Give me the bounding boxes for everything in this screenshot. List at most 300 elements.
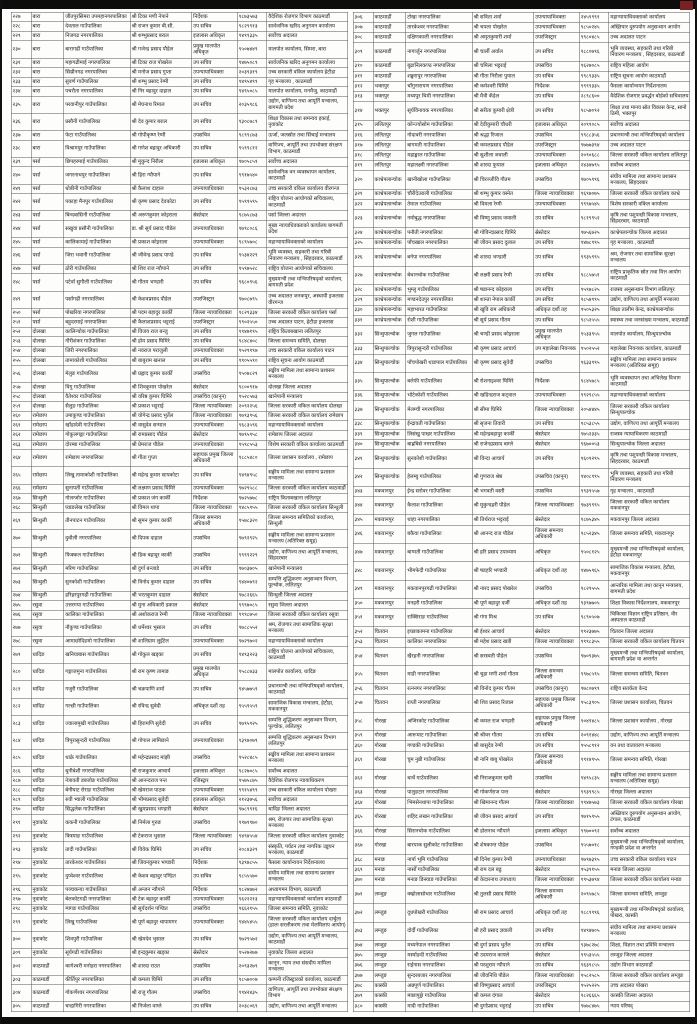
cell-phone: ९४७५९६५	[579, 562, 609, 580]
cell-district: चितवन	[373, 684, 406, 694]
cell-district: काठमाडौं	[373, 61, 406, 71]
cell-office: राजस्व न्यायाधिकरण काठमाडौं	[609, 429, 690, 439]
cell-sn: ३४७	[353, 543, 373, 561]
table-row	[11, 637, 348, 647]
cell-office: काभ्रेपलान्चोक जिल्ला अदालत	[609, 228, 690, 238]
cell-sn: ३०२	[11, 958, 31, 975]
cell-district: दोलखा	[31, 327, 64, 337]
cell-name: श्री गंगा मिश्र	[472, 609, 534, 627]
cell-name: श्री दुर्गा प्रसाद भुर्तेल	[472, 940, 534, 950]
cell-position: उपसचिव	[192, 131, 238, 141]
cell-office: वाणिज्य, आपूर्ति तथा उपभोक्ता संरक्षण विभाग	[267, 985, 348, 1002]
table-row	[353, 875, 690, 885]
cell-district: भक्तपुर	[373, 92, 406, 102]
cell-position: उपन्यायाधिवक्ता	[192, 732, 238, 749]
cell-office: भूमि व्यवस्थापन तथा अभिलेख विभाग काठमाडौं	[609, 372, 690, 390]
cell-position: उप सचिव	[534, 1001, 580, 1011]
cell-district: सिन्धुली	[31, 530, 64, 547]
table-row	[353, 609, 690, 627]
cell-district: बारा	[31, 87, 64, 97]
cell-office: उच्च अदालत जनकपुर, अस्थायी इजलास वीरगन्ज	[267, 291, 348, 308]
cell-phone: ९५९८५५३	[237, 440, 267, 450]
cell-phone: ९४९३२२३	[237, 646, 267, 663]
cell-phone: ९५५८९१२	[579, 741, 609, 751]
cell-position: उप सचिव	[192, 715, 238, 732]
cell-position: निर्देशक	[192, 12, 238, 22]
cell-office: मुख्यमन्त्री तथा मन्त्रिपरिषद्को कार्यालय, गण्डकी प्रदेश वा अन्तर्गत	[609, 837, 690, 855]
table-row	[353, 922, 690, 940]
cell-name: श्री महेन्द्रप्रसाद मांझी	[130, 750, 192, 767]
cell-local_body: भिमसेनथापा गाउँपालिका	[406, 798, 472, 808]
cell-district: नुवाकोट	[31, 885, 64, 895]
cell-name: श्री पूर्ण बहादुर थापामगर	[130, 914, 192, 931]
cell-district: दोलखा	[31, 402, 64, 412]
cell-local_body: गोलन्जोर गाउँपालिका	[64, 494, 130, 504]
cell-district: सिन्धुपाल्चोक	[373, 450, 406, 468]
table-row	[353, 199, 690, 209]
cell-district: पर्सा	[31, 291, 64, 308]
cell-sn: ३११	[353, 71, 373, 81]
cell-phone: ९५९७८२५	[579, 285, 609, 295]
cell-sn: ३५३	[353, 637, 373, 647]
cell-name: श्री श्रद्धा रिजाल	[472, 130, 534, 140]
cell-phone: ९८५७००७	[237, 975, 267, 985]
cell-name: श्री विनोद कुमार गौतम	[472, 684, 534, 694]
cell-office: सम्पत्ति शुद्धिकरण अनुसन्धान विभाग, पुल्चोक, ललितपुर	[267, 715, 348, 732]
cell-phone: ९७२९५८८	[237, 484, 267, 494]
cell-district: भक्तपुर	[373, 81, 406, 91]
cell-position: उपसचिव	[192, 904, 238, 914]
table-row	[353, 940, 690, 950]
cell-local_body: सुन्दरबजार नगरपालिका	[406, 971, 472, 981]
cell-phone: ९५३२८७३	[237, 184, 267, 194]
cell-district: चितवन	[373, 666, 406, 684]
cell-sn: ३०१	[11, 948, 31, 958]
cell-district: लम्जुङ	[373, 904, 406, 922]
table-row	[11, 194, 348, 211]
table-row	[11, 450, 348, 467]
cell-name: श्री खुमप्रसाद भण्डारी	[130, 805, 192, 815]
table-row	[353, 248, 690, 266]
cell-phone: ९७५२३३५	[579, 429, 609, 439]
table-row	[353, 71, 690, 81]
cell-phone: ९७९२९२५	[237, 530, 267, 547]
cell-phone: ९८२७०८५	[237, 767, 267, 777]
cell-office: मालपोत कार्यालय, सिन्धुपाल्चोक	[609, 326, 690, 344]
cell-name: श्री चक्रपाणि शर्मा	[130, 681, 192, 698]
cell-district: रामेछाप	[31, 421, 64, 431]
cell-name: श्री प्रकाश जंग कार्की	[130, 494, 192, 504]
cell-local_body: दूधपोखरी गाउँपालिका	[406, 904, 472, 922]
cell-sn: २४०	[11, 167, 31, 184]
cell-office: राष्ट्रिय सतर्कता केन्द्र	[609, 684, 690, 694]
table-row	[11, 366, 348, 383]
cell-phone: ९९४७५७३	[579, 798, 609, 808]
cell-office: जिल्ला सरकारी वकिल कार्यालय दोलखा	[267, 402, 348, 412]
cell-office: जिल्ला सरकारी वकिल कार्यालय पर्सा	[267, 308, 348, 318]
cell-office: उद्योग, वाणिज्य तथा आपूर्ति मन्त्रालय	[609, 419, 690, 429]
cell-phone: ९५३९१५५	[579, 865, 609, 875]
table-row	[353, 372, 690, 390]
cell-office: उच्च अदालत पोखरा	[609, 981, 690, 991]
cell-district: धादिङ	[31, 805, 64, 815]
cell-sn: २३६	[11, 113, 31, 130]
cell-office: भूमि व्यवस्था, सहकारी तथा गरिबी निवारण मन्त्रालय , सिंहदरबार, काठमाडौं	[609, 43, 690, 61]
cell-office: प्रधानमन्त्री तथा मन्त्रिपरिषद्को कार्यालय	[609, 130, 690, 140]
table-row	[353, 486, 690, 496]
cell-office: सर्वोच्च अदालत	[609, 161, 690, 171]
cell-phone: २०९०६८८	[579, 151, 609, 161]
cell-name: श्री खडिन्द्रराज कट्वाल	[472, 391, 534, 401]
cell-name: श्री धर्मेश्वर भुसाल	[130, 620, 192, 637]
table-row	[11, 383, 348, 393]
cell-position: इजलास अधिकृत	[192, 31, 238, 41]
cell-position: उप सचिव	[534, 450, 580, 468]
cell-sn: २४५	[11, 238, 31, 248]
cell-local_body: गल्छी गाउँपालिका	[64, 698, 130, 715]
table-row	[353, 285, 690, 295]
cell-phone: ९७९७३९५	[579, 855, 609, 865]
cell-position: अधिकृत दशौं तह	[192, 698, 238, 715]
cell-district: मकवानपुर	[373, 543, 406, 561]
cell-position: स्रेस्तेदार	[534, 429, 580, 439]
cell-name: श्री विजय राज बन्जु	[130, 327, 192, 337]
cell-district: बारा	[31, 140, 64, 157]
cell-district: बारा	[31, 31, 64, 41]
cell-local_body: बहुदरमाई नगरपालिका	[64, 318, 130, 328]
cell-name: श्री महेश प्रसाद खत्री	[472, 637, 534, 647]
cell-district: नुवाकोट	[31, 859, 64, 869]
cell-local_body: तादी गाउँपालिका	[64, 841, 130, 858]
cell-sn: २९४	[11, 859, 31, 869]
cell-local_body: पोखरिया नगरपालिका	[64, 308, 130, 318]
cell-position: उप सचिव	[192, 931, 238, 948]
cell-position: जिल्ला न्यायाधिवक्ता	[534, 497, 580, 515]
cell-sn: ३५९	[353, 731, 373, 741]
cell-phone: ९६०९२९५	[579, 450, 609, 468]
cell-office: मालपोत कार्यालय, धादिङ	[267, 664, 348, 681]
cell-local_body: भोटेकोशी गाउँपालिका	[406, 391, 472, 401]
cell-sn: २८५	[11, 750, 31, 767]
cell-office: जिल्ला सरकारी वकिल कार्यालय रसुवा	[267, 610, 348, 620]
cell-name: श्री षडहरि भण्डारी	[472, 562, 534, 580]
cell-name: श्री सृजना तिवारी	[472, 419, 534, 429]
cell-name: श्री महेन्द्रबहादुर कार्की	[472, 429, 534, 439]
cell-name: श्री सुशीला जवाली	[472, 151, 534, 161]
cell-phone: ९६६२१५५	[237, 904, 267, 914]
cell-position: उप सचिव	[192, 841, 238, 858]
cell-sn: २२७	[11, 12, 31, 22]
cell-sn: ३४०	[353, 440, 373, 450]
cell-local_body: सखुवा प्रसौनी गाउँपालिका	[64, 220, 130, 237]
cell-name: श्री राजेन्द्रप्रसाद बाग्ले	[472, 440, 534, 450]
cell-local_body: कालिन्चोक गाउँपालिका	[64, 327, 130, 337]
cell-local_body: बकैया गाउँपालिका	[406, 525, 472, 543]
table-row	[353, 543, 690, 561]
cell-phone: ९९१७५४०	[237, 167, 267, 184]
cell-phone: ९५०७८२९	[237, 366, 267, 383]
cell-office: जिल्ला प्रशासन कार्यालय, चितवन	[609, 694, 690, 712]
cell-phone: ९७०९३७५	[579, 647, 609, 665]
table-row	[353, 228, 690, 238]
cell-district: दोलखा	[31, 337, 64, 347]
cell-phone: ९७८०७९९	[579, 684, 609, 694]
cell-phone: ९४९५४९९	[237, 77, 267, 87]
cell-sn: ३५८	[353, 712, 373, 730]
cell-position: उप सचिव	[534, 210, 580, 228]
cell-sn: ३८०	[353, 1001, 373, 1011]
cell-position: उपसचिव	[192, 985, 238, 1002]
cell-district: काभ्रेपलान्चोक	[373, 305, 406, 315]
cell-sn: २९१	[11, 815, 31, 832]
cell-office: जिल्ला सरकारी वकिल कार्यालय लम्जुङ	[609, 971, 690, 981]
cell-sn: ३५०	[353, 598, 373, 608]
cell-phone: ९९९९३३५	[579, 81, 609, 91]
cell-phone: ९९७८५९५	[579, 666, 609, 684]
cell-name: श्री हिरामणि सुवेदी	[130, 715, 192, 732]
table-row	[11, 815, 348, 832]
cell-position: उप महालेखा नियन्त्रक	[534, 344, 580, 354]
cell-name: श्री भगवती वस्ती	[472, 486, 534, 496]
cell-local_body: हरिहरपुरगढी गाउँपालिका	[64, 591, 130, 601]
cell-sn: २४६	[11, 247, 31, 264]
cell-office: जिल्ला सरकारी वकिल कार्यालय मकवानपुर	[609, 497, 690, 515]
cell-name: श्री विनोद कुमार दाहाल	[130, 574, 192, 591]
cell-sn: ३४३	[353, 486, 373, 496]
cell-name: श्री प्रेमराज पौडेल	[130, 440, 192, 450]
cell-district: काभ्रेपलान्चोक	[373, 285, 406, 295]
cell-district: गोरखा	[373, 808, 406, 826]
cell-district: रामेछाप	[31, 484, 64, 494]
cell-sn: ३१४	[353, 102, 373, 120]
cell-local_body: मण्डनदेउपुर नगरपालिका	[406, 295, 472, 305]
cell-name: श्री नारद प्रसाद पोखरेल	[472, 580, 534, 598]
cell-sn: ३६५	[353, 808, 373, 826]
cell-phone: ९८७५३४५	[579, 515, 609, 525]
cell-sn: ३०८	[353, 33, 373, 43]
cell-district: धादिङ	[31, 776, 64, 786]
cell-local_body: रत्ननगर नगरपालिका	[406, 684, 472, 694]
cell-district: धादिङ	[31, 732, 64, 749]
cell-name: श्री अरुणकुमार कोइराला	[130, 211, 192, 221]
cell-position: उप सचिव	[192, 167, 238, 184]
cell-position: स्रेस्तेदार	[534, 865, 580, 875]
cell-office: सर्वोच्च अदालत	[267, 157, 348, 167]
cell-district: बारा	[31, 68, 64, 78]
table-row	[11, 337, 348, 347]
cell-sn: २७१	[11, 547, 31, 564]
cell-sn: २७५	[11, 601, 31, 611]
cell-name: श्री गीता गुप्ता	[130, 450, 192, 467]
cell-sn: २५८	[11, 392, 31, 402]
cell-local_body: शङ्खरापुर नगरपालिका	[406, 71, 472, 81]
cell-name: श्री तिर्थराज भट्टराई	[472, 515, 534, 525]
cell-district: नुवाकोट	[31, 914, 64, 931]
cell-district: काभ्रेपलान्चोक	[373, 295, 406, 305]
cell-office: जिल्ला समन्वय समिति, चितवन	[609, 666, 690, 684]
cell-position: उप सचिव	[192, 620, 238, 637]
cell-local_body: दक्षिणकाली नगरपालिका	[406, 33, 472, 43]
cell-district: काभ्रेपलान्चोक	[373, 199, 406, 209]
cell-phone: ९५८८७३३	[237, 664, 267, 681]
cell-position: उप सचिव	[192, 22, 238, 32]
cell-office: जिल्ला सरकारी वकिल कार्यालय काभ्रे	[609, 189, 690, 199]
cell-name: श्री लक्ष्मी प्रसाद रेग्मी	[472, 267, 534, 285]
cell-position: उपन्यायाधिवक्ता	[192, 238, 238, 248]
cell-district: गोरखा	[373, 826, 406, 836]
cell-local_body: खनियाबास गाउँपालिका	[64, 646, 130, 663]
officer-table-right	[353, 12, 690, 1012]
cell-local_body: अजिरकोट गाउँपालिका	[406, 712, 472, 730]
cell-sn: २३१	[11, 58, 31, 68]
cell-district: लम्जुङ	[373, 971, 406, 981]
table-row	[353, 1001, 690, 1011]
cell-sn: २६४	[11, 450, 31, 467]
table-row	[11, 767, 348, 777]
table-row	[353, 429, 690, 439]
cell-district: मकवानपुर	[373, 497, 406, 515]
cell-name: श्री कैलाशप्रसाद भट्टराई	[130, 318, 192, 328]
table-row	[353, 171, 690, 189]
cell-name: श्री योगेन्द्र प्रसाद भुर्तेल	[130, 411, 192, 421]
cell-position: जिल्ला समन्वय अधिकारी	[192, 513, 238, 530]
cell-phone: ९९८९३३५	[579, 71, 609, 81]
cell-phone: ९५५९५५९	[237, 698, 267, 715]
cell-office: उच्च सरकारी वकिल कार्यालय पोखरा	[267, 786, 348, 796]
cell-phone: ९८५२३४५	[579, 525, 609, 543]
cell-district: धादिङ	[31, 715, 64, 732]
cell-sn: २५९	[11, 402, 31, 412]
table-row	[11, 264, 348, 274]
cell-name: श्री दिनेश कुमार रेग्मी	[472, 855, 534, 865]
cell-local_body: पाँचपोखरी थाङपाल गाउँपालिका	[406, 354, 472, 372]
cell-office: जिल्ला समन्वय समिति, दोलखा	[267, 337, 348, 347]
cell-office: कृषि तथा पशुपन्छी विकास मन्त्रालय, सिंहदरबार, काठमाडौं	[609, 210, 690, 228]
cell-sn: २७०	[11, 530, 31, 547]
cell-office: सर्वोच्च अदालत	[267, 767, 348, 777]
cell-sn: २९०	[11, 805, 31, 815]
cell-district: धादिङ	[31, 786, 64, 796]
cell-office: जिल्ला सरकारी वकिल कार्यालय नुवाकोट	[267, 832, 348, 842]
cell-name: श्री राजन कुमार बी.सी.	[130, 22, 192, 32]
table-row	[353, 210, 690, 228]
cell-district: काठमाडौं	[373, 12, 406, 22]
cell-district: काभ्रेपलान्चोक	[373, 267, 406, 285]
cell-phone: ९५८२५८५	[579, 971, 609, 981]
cell-district: नुवाकोट	[31, 895, 64, 905]
cell-phone: २०९५७८५	[579, 885, 609, 903]
cell-phone: ९५३४२२९	[237, 247, 267, 264]
cell-district: गोरखा	[373, 769, 406, 787]
cell-position: इजलास अधिकृत	[534, 161, 580, 171]
cell-name: श्री गौतम भण्डारी	[130, 274, 192, 291]
cell-office: सर्वोच्च अदालत	[267, 31, 348, 41]
table-row	[11, 904, 348, 914]
cell-sn: ३४१	[353, 450, 373, 468]
cell-phone: ९४७५०८९	[237, 58, 267, 68]
cell-position: उप सचिव	[534, 43, 580, 61]
cell-position: जिल्ला न्यायाधिवक्ता	[192, 832, 238, 842]
cell-position: उप सचिव	[192, 574, 238, 591]
cell-phone: ९८९०५०७	[579, 609, 609, 627]
cell-local_body: ईन्द्रावती गाउँपालिका	[406, 419, 472, 429]
cell-local_body: महाङ्काल गाउँपालिका	[406, 151, 472, 161]
cell-phone: ९९८८३५६	[579, 130, 609, 140]
cell-sn: ३३४	[353, 354, 373, 372]
table-row	[11, 832, 348, 842]
cell-position: निर्देशक	[534, 372, 580, 390]
cell-office: वैदेशिक रोजगार प्रवर्द्धन बोर्डको सचिवालय	[609, 92, 690, 102]
cell-district: रामेछाप	[31, 467, 64, 484]
table-row	[353, 440, 690, 450]
cell-name: श्री जीवेन्द्र प्रसाद पाण्डे	[130, 247, 192, 264]
cell-name: श्री चुडा मणी शर्मा गौतम	[472, 666, 534, 684]
cell-district: सिन्धुपाल्चोक	[373, 326, 406, 344]
cell-sn: २५०	[11, 308, 31, 318]
cell-sn: २८६	[11, 767, 31, 777]
cell-district: मकवानपुर	[373, 562, 406, 580]
cell-district: सिन्धुली	[31, 494, 64, 504]
cell-office: गृह मन्त्रालय , काठमाडौं	[609, 486, 690, 496]
cell-local_body: मध्यनेपाल नगरपालिका	[406, 940, 472, 950]
tables-viewport	[11, 12, 690, 1012]
cell-district: नुवाकोट	[31, 948, 64, 958]
cell-local_body: फिक्कल गाउँपालिका	[64, 547, 130, 564]
cell-position: निर्देशक	[192, 885, 238, 895]
cell-district: काठमाडौं	[31, 985, 64, 1002]
cell-local_body: चाँगुनारायण नगरपालिका	[406, 81, 472, 91]
cell-name: श्री गणेश बहादुर अधिकारी	[130, 140, 192, 157]
cell-local_body: मादी गाउँपालिका	[406, 1001, 472, 1011]
cell-sn: २९९	[11, 914, 31, 931]
table-row	[11, 167, 348, 184]
cell-office: उद्योग, वाणिज्य तथा आपूर्ति मन्त्रालय, सिंहदरबार	[267, 547, 348, 564]
cell-sn: ३७४	[353, 940, 373, 950]
cell-name: श्री कैलाश दाहाल	[130, 184, 192, 194]
cell-district: रामेछाप	[31, 431, 64, 441]
cell-office: श्रम, रोजगार तथा सामाजिक सुरक्षा मन्त्रालय	[609, 248, 690, 266]
cell-district: सिन्धुपाल्चोक	[373, 440, 406, 450]
table-row	[11, 308, 348, 318]
cell-position: अधिकृत	[534, 543, 580, 561]
table-row	[353, 497, 690, 515]
cell-name: श्री चण्डी प्रसाद कोइराला	[472, 326, 534, 344]
table-row	[353, 120, 690, 130]
cell-district: लम्जुङ	[373, 885, 406, 903]
cell-sn: ३७८	[353, 981, 373, 991]
cell-name: श्री रविन्द्र सुवेदी	[130, 698, 192, 715]
cell-phone: ९७०३७०५	[237, 564, 267, 574]
cell-office: जिल्ला समन्वय समिति, गोरखा	[609, 751, 690, 769]
cell-district: काभ्रेपलान्चोक	[373, 210, 406, 228]
cell-phone: ९७७७३९४	[579, 140, 609, 150]
cell-position: उप सचिव	[534, 808, 580, 826]
cell-phone: ९८८५४८०	[237, 450, 267, 467]
cell-sn: २३०	[11, 41, 31, 58]
cell-office: सम्पत्ति शुद्धिकरण अनुसन्धान विभाग ललितपुर	[267, 732, 348, 749]
cell-phone: ९३९७७०५	[579, 598, 609, 608]
cell-name: श्री दुर्गाप्रसाद भट्टराई	[472, 1001, 534, 1011]
cell-district: गोरखा	[373, 751, 406, 769]
cell-district: पर्सा	[31, 318, 64, 328]
cell-phone: ९४०८९९५	[579, 468, 609, 486]
cell-district: लम्जुङ	[373, 951, 406, 961]
cell-local_body: बागमती गाउँपालिका	[406, 140, 472, 150]
cell-position: उपसचिव	[534, 769, 580, 787]
cell-position: उपसचिव	[192, 750, 238, 767]
cell-office: कृषि तथा पशुपन्छी विकास मन्त्रालय, सिंहदरबार, काठमाडौं	[609, 450, 690, 468]
cell-office: फैसला कार्यान्वयन निर्देशनालय	[609, 81, 690, 91]
